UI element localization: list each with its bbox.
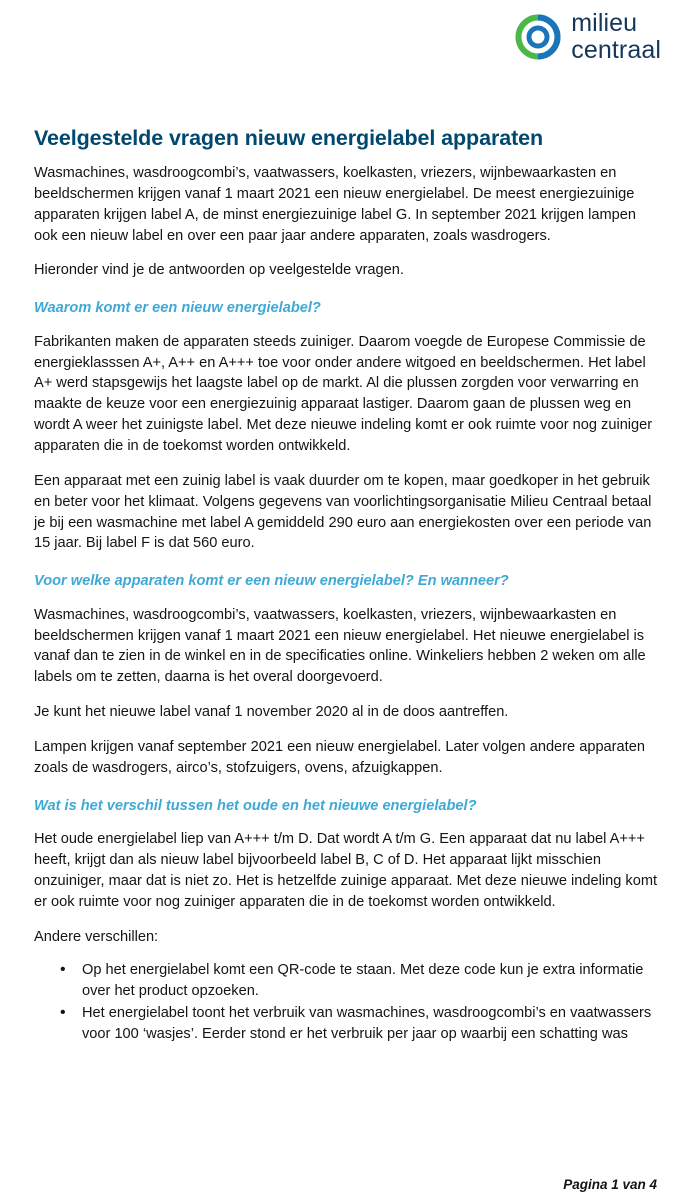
brand-wordmark-line2: centraal: [571, 35, 661, 64]
brand-logo: [515, 10, 661, 63]
milieu-centraal-ring-icon: [515, 14, 561, 60]
list-item: • Het energielabel toont het verbruik van wasmachines, wasdroogcombi’s en vaatwassers voor 100 ‘wasjes’. Eerder stond er het verbruik per jaar op waarbij een schatting was: [60, 1003, 662, 1045]
section-heading-3: Wat is het verschil tussen het oude en het nieuwe energielabel?: [34, 797, 477, 814]
intro-paragraph: Wasmachines, wasdroogcombi’s, vaatwassers, koelkasten, vriezers, wijnbewaarkasten en beeldschermen krijgen vanaf 1 maart 2021 een nieuw energielabel. De meest energiezuinige apparaten krijgen label A, de minst energiezuinige label G. In september 2021 krijgen lampen ook een nieuw label en over een paar jaar andere apparaten, zoals wasdrogers.: [34, 165, 636, 244]
document-body: [34, 163, 662, 1046]
intro-paragraph: Hieronder vind je de antwoorden op veelgestelde vragen.: [34, 262, 404, 279]
section-1-paragraph: Fabrikanten maken de apparaten steeds zuiniger. Daarom voegde de Europese Commissie de energieklasssen A+, A++ en A+++ toe voor onder andere witgoed en beeldschermen. Het label A+ werd stapsgewijs het laagste label op de markt. Al die plussen zorgden voor verwarring en maakte de keuze voor een energiezuinig apparaat lastiger. Daarom gaan de plussen weg en wordt A weer het zuinigste label. Met deze nieuwe indeling komt er ook ruimte voor nog zuiniger apparaten die in de toekomst worden ontwikkeld.: [34, 333, 653, 455]
section-3-paragraph: Het oude energielabel liep van A+++ t/m D. Dat wordt A t/m G. Een apparaat dat nu label A+++ heeft, krijgt dan als nieuw label bijvoorbeeld label B, C of D. Het apparaat lijkt misschien onzuiniger, maar dat is niet zo. Het is hetzelfde zuinige apparaat. Met deze nieuwe indeling komt er ook ruimte voor nog zuiniger apparaten die in de toekomst worden ontwikkeld.: [34, 831, 658, 910]
section-2-paragraph: Lampen krijgen vanaf september 2021 een nieuw energielabel. Later volgen andere apparaten zoals de wasdrogers, airco’s, stofzuigers, ovens, afzuigkappen.: [34, 739, 645, 776]
section-3-bullet-list: [34, 960, 662, 1044]
section-1-paragraph: Een apparaat met een zuinig label is vaak duurder om te kopen, maar goedkoper in het gebruik en beter voor het klimaat. Volgens gegevens van voorlichtingsorganisatie Milieu Centraal betaal je bij een wasmachine met label A gemiddeld 290 euro aan energiekosten over een periode van 15 jaar. Bij label F is dat 560 euro.: [34, 472, 652, 552]
page-title: Veelgestelde vragen nieuw energielabel apparaten: [34, 126, 544, 151]
brand-wordmark-line1: milieu: [571, 9, 638, 37]
section-heading-2: Voor welke apparaten komt er een nieuw energielabel? En wanneer?: [34, 573, 509, 590]
section-2-paragraph: Je kunt het nieuwe label vanaf 1 november 2020 al in de doos aantreffen.: [34, 704, 509, 721]
section-3-paragraph: Andere verschillen:: [34, 928, 159, 945]
section-2-paragraph: Wasmachines, wasdroogcombi’s, vaatwassers, koelkasten, vriezers, wijnbewaarkasten en beeldschermen krijgen vanaf 1 maart 2021 een nieuw energielabel. Het nieuwe energielabel is vanaf dan te zien in de winkel en in de specificaties online. Winkeliers hebben 2 weken om alle labels om te zetten, daarna is het overal doorgevoerd.: [34, 606, 646, 686]
list-item: • Op het energielabel komt een QR-code te staan. Met deze code kun je extra informatie over het product opzoeken.: [60, 960, 662, 1002]
page-footer: Pagina 1 van 4: [563, 1177, 657, 1192]
brand-wordmark: [571, 10, 661, 63]
section-heading-1: Waarom komt er een nieuw energielabel?: [34, 300, 321, 317]
